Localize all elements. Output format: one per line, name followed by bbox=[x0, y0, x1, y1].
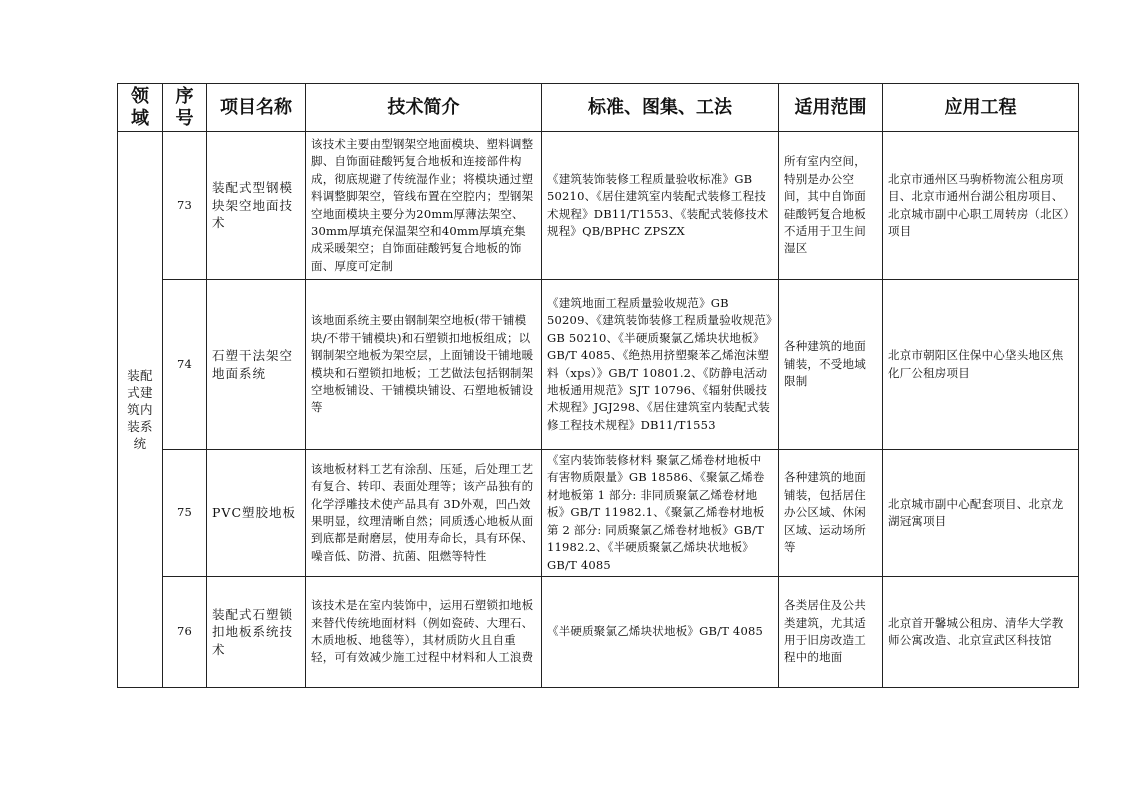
table-row bbox=[118, 577, 1079, 688]
standards-cell: 《建筑地面工程质量验收规范》GB 50209、《建筑装饰装修工程质量验收规范》GB 50210、《半硬质聚氯乙烯块状地板》GB/T 4085、《绝热用挤塑聚苯乙烯泡沫塑料（xps）》GB/T 10801.2、《防静电活动地板通用规范》SJT 10796、《辐射供暖技术规程》JGJ298、《居住建筑室内装配式装修工程技术规程》DB11/T1553 bbox=[542, 280, 779, 450]
header-scope: 适用范围 bbox=[779, 84, 883, 132]
header-intro: 技术简介 bbox=[306, 84, 542, 132]
table-row bbox=[118, 280, 1079, 450]
name-cell: 石塑干法架空地面系统 bbox=[207, 280, 306, 450]
seq-cell: 75 bbox=[163, 450, 207, 577]
scope-cell: 各种建筑的地面铺装，不受地域限制 bbox=[779, 280, 883, 450]
projects-cell: 北京市通州区马驹桥物流公租房项目、北京市通州台湖公租房项目、北京城市副中心职工周转房（北区）项目 bbox=[883, 132, 1079, 280]
table-row bbox=[118, 450, 1079, 577]
projects-cell: 北京市朝阳区住保中心垡头地区焦化厂公租房项目 bbox=[883, 280, 1079, 450]
seq-cell: 74 bbox=[163, 280, 207, 450]
header-row bbox=[118, 84, 1079, 132]
standards-cell: 《室内装饰装修材料 聚氯乙烯卷材地板中有害物质限量》GB 18586、《聚氯乙烯卷材地板第 1 部分: 非同质聚氯乙烯卷材地板》GB/T 11982.1、《聚氯乙烯卷材地板第 2 部分: 同质聚氯乙烯卷材地板》GB/T 11982.2、《半硬质聚氯乙烯块状地板》GB/T 4085 bbox=[542, 450, 779, 577]
name-cell: 装配式石塑锁扣地板系统技术 bbox=[207, 577, 306, 688]
projects-cell: 北京城市副中心配套项目、北京龙湖冠寓项目 bbox=[883, 450, 1079, 577]
intro-cell: 该地板材料工艺有涂刮、压延，后处理工艺有复合、转印、表面处理等；该产品独有的化学浮雕技术使产品具有 3D外观，凹凸效果明显，纹理清晰自然；同质透心地板从面到底都是耐磨层，使用寿命长，具有环保、噪音低、防滑、抗菌、阻燃等特性 bbox=[306, 450, 542, 577]
header-projects: 应用工程 bbox=[883, 84, 1079, 132]
seq-cell: 76 bbox=[163, 577, 207, 688]
header-domain: 领域 bbox=[118, 84, 163, 132]
seq-cell: 73 bbox=[163, 132, 207, 280]
header-seq: 序号 bbox=[163, 84, 207, 132]
table-row bbox=[118, 132, 1079, 280]
header-name: 项目名称 bbox=[207, 84, 306, 132]
name-cell: 装配式型钢模块架空地面技术 bbox=[207, 132, 306, 280]
standards-cell: 《建筑装饰装修工程质量验收标准》GB 50210、《居住建筑室内装配式装修工程技术规程》DB11/T1553、《装配式装修技术规程》QB/BPHC ZPSZX bbox=[542, 132, 779, 280]
scope-cell: 所有室内空间，特别是办公空间，其中自饰面硅酸钙复合地板不适用于卫生间湿区 bbox=[779, 132, 883, 280]
name-cell: PVC塑胶地板 bbox=[207, 450, 306, 577]
intro-cell: 该技术是在室内装饰中，运用石塑锁扣地板来替代传统地面材料（例如瓷砖、大理石、木质地板、地毯等），其材质防火且自重轻，可有效减少施工过程中材料和人工浪费 bbox=[306, 577, 542, 688]
projects-cell: 北京首开馨城公租房、清华大学教师公寓改造、北京宣武区科技馆 bbox=[883, 577, 1079, 688]
standards-cell: 《半硬质聚氯乙烯块状地板》GB/T 4085 bbox=[542, 577, 779, 688]
intro-cell: 该技术主要由型钢架空地面模块、塑料调整脚、自饰面硅酸钙复合地板和连接部件构成，彻底规避了传统湿作业；将模块通过塑料调整脚架空，管线布置在空腔内；型钢架空地面模块主要分为20mm厚薄法架空、30mm厚填充保温架空和40mm厚填充集成采暖架空；自饰面硅酸钙复合地板的饰面、厚度可定制 bbox=[306, 132, 542, 280]
scope-cell: 各类居住及公共类建筑，尤其适用于旧房改造工程中的地面 bbox=[779, 577, 883, 688]
scope-cell: 各种建筑的地面铺装，包括居住办公区域、休闲区域、运动场所等 bbox=[779, 450, 883, 577]
domain-cell: 装配式建筑内装系统 bbox=[118, 132, 163, 688]
intro-cell: 该地面系统主要由钢制架空地板(带干铺模块/不带干铺模块)和石塑锁扣地板组成；以钢制架空地板为架空层，上面铺设干铺地暖模块和石塑锁扣地板；工艺做法包括钢制架空地板铺设、干铺模块铺设、石塑地板铺设等 bbox=[306, 280, 542, 450]
standards-table bbox=[117, 83, 1079, 688]
header-standards: 标准、图集、工法 bbox=[542, 84, 779, 132]
